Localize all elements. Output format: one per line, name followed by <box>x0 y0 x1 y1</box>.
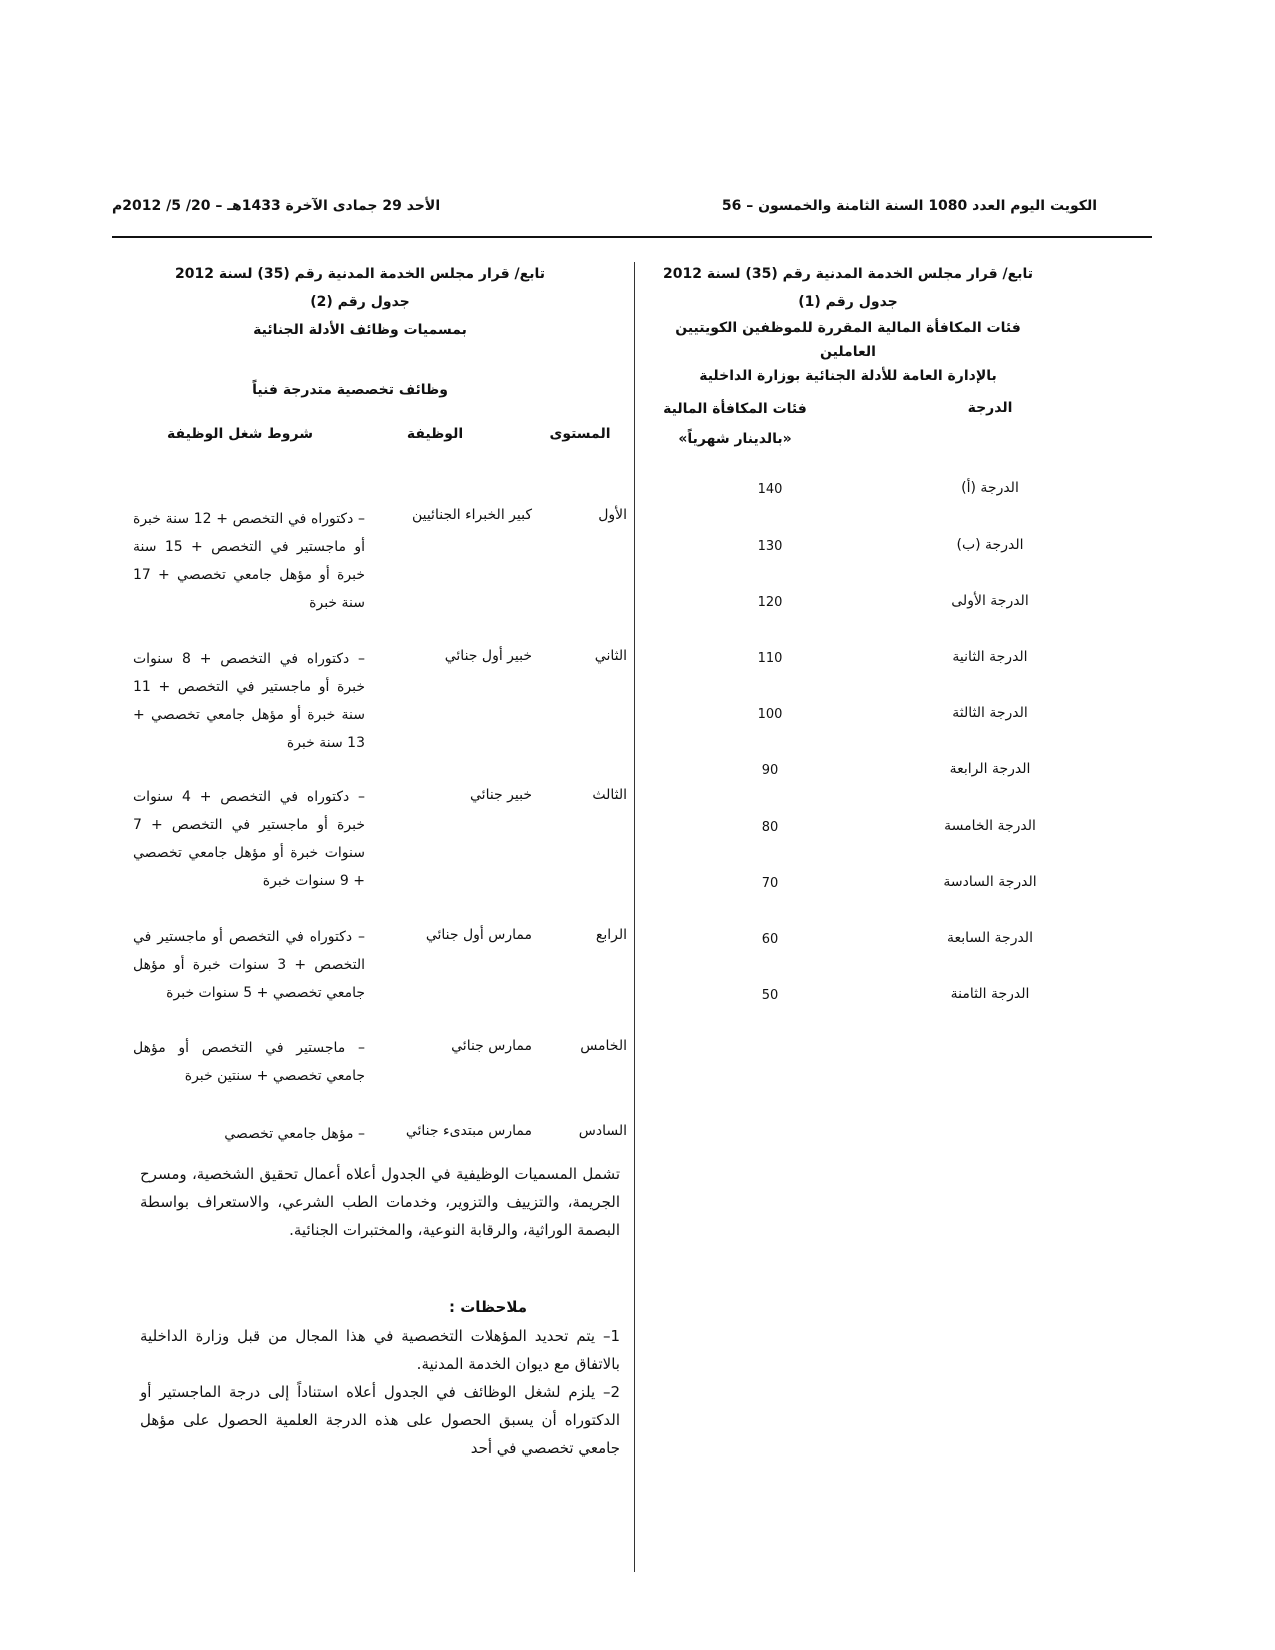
table1-title-line1: تابع/ قرار مجلس الخدمة المدنية رقم (35) لسنة 2012 <box>663 266 1033 282</box>
table2-level: الرابع <box>595 927 627 943</box>
table2-level: الخامس <box>580 1038 627 1054</box>
table2-col-level: المستوى <box>549 426 611 442</box>
table1-grade: الدرجة الثامنة <box>950 986 1030 1002</box>
table2-conditions: – دكتوراه في التخصص + 4 سنوات خبرة أو ماجستير في التخصص + 7 سنوات خبرة أو مؤهل جامعي تخصصي + 9 سنوات خبرة <box>133 789 365 889</box>
table1-grade: الدرجة الثانية <box>952 649 1028 665</box>
notes-heading: ملاحظات : <box>448 1298 527 1316</box>
table2-subtitle: وظائف تخصصية متدرجة فنياً <box>252 382 448 398</box>
table1-amount: 90 <box>761 763 779 778</box>
table1-amount: 60 <box>761 932 779 947</box>
table2-conditions: – مؤهل جامعي تخصصي <box>224 1126 365 1142</box>
table2-col-conditions: شروط شغل الوظيفة <box>167 426 313 442</box>
table2-level: الثاني <box>594 648 627 664</box>
table2-title-line2: جدول رقم (2) <box>310 294 410 310</box>
table1-grade: الدرجة الثالثة <box>952 705 1028 721</box>
table2-job: كبير الخبراء الجنائيين <box>411 507 532 523</box>
table2-conditions: – ماجستير في التخصص أو مؤهل جامعي تخصصي + سنتين خبرة <box>133 1040 365 1084</box>
column-divider <box>634 262 635 1572</box>
table1-grade: الدرجة (ب) <box>956 537 1024 553</box>
table2-level: السادس <box>578 1123 627 1139</box>
table2-job: ممارس أول جنائي <box>425 927 532 943</box>
table1-amount: 140 <box>757 482 783 497</box>
table2-title <box>140 260 580 344</box>
table2-col-job: الوظيفة <box>406 426 464 442</box>
table2-job: خبير جنائي <box>470 787 532 803</box>
table1-title-line2: جدول رقم (1) <box>798 294 898 310</box>
table1-amount: 110 <box>757 651 783 666</box>
note-1: 1– يتم تحديد المؤهلات التخصصية في هذا المجال من قبل وزارة الداخلية بالاتفاق مع ديوان الخدمة المدنية. <box>140 1327 620 1373</box>
table2-conditions: – دكتوراه في التخصص + 8 سنوات خبرة أو ماجستير في التخصص + 11 سنة خبرة أو مؤهل جامعي تخصصي + 13 سنة خبرة <box>133 651 365 751</box>
table1-grade: الدرجة السابعة <box>947 930 1033 946</box>
scope-paragraph: تشمل المسميات الوظيفية في الجدول أعلاه أعمال تحقيق الشخصية، ومسرح الجريمة، والتزييف والتزوير، وخدمات الطب الشرعي، والاستعراف بواسطة البصمة الوراثية، والرقابة النوعية، والمختبرات الجنائية. <box>140 1165 620 1239</box>
table1-title-line4: بالإدارة العامة للأدلة الجنائية بوزارة الداخلية <box>699 368 997 384</box>
note-2: 2– يلزم لشغل الوظائف في الجدول أعلاه استناداً إلى درجة الماجستير أو الدكتوراه أن يسبق الحصول على هذه الدرجة العلمية الحصول على مؤهل جامعي تخصصي في أحد <box>140 1383 620 1457</box>
table2-conditions: – دكتوراه في التخصص أو ماجستير في التخصص + 3 سنوات خبرة أو مؤهل جامعي تخصصي + 5 سنوات خبرة <box>133 929 365 1001</box>
table1-amount: 70 <box>761 876 779 891</box>
table2-title-line3: بمسميات وظائف الأدلة الجنائية <box>253 322 467 338</box>
table2-conditions: – دكتوراه في التخصص + 12 سنة خبرة أو ماجستير في التخصص + 15 سنة خبرة أو مؤهل جامعي تخصصي + 17 سنة خبرة <box>133 511 365 611</box>
table2-level: الأول <box>598 507 627 523</box>
table1-amount: 50 <box>761 988 779 1003</box>
table1-grade: الدرجة السادسة <box>943 874 1037 890</box>
table1-amount: 120 <box>757 595 783 610</box>
table1-grade: الدرجة الخامسة <box>944 818 1036 834</box>
table1-amount: 100 <box>757 707 783 722</box>
table1-col-amount-line2: «بالدينار شهرياً» <box>678 431 792 447</box>
table1-amount: 80 <box>761 820 779 835</box>
table1-grade: الدرجة الرابعة <box>949 761 1031 777</box>
table2-title-line1: تابع/ قرار مجلس الخدمة المدنية رقم (35) لسنة 2012 <box>175 266 545 282</box>
table2-job: خبير أول جنائي <box>444 648 532 664</box>
table1-grade: الدرجة (أ) <box>961 480 1019 496</box>
table2-job: ممارس جنائي <box>451 1038 532 1054</box>
table1-grade: الدرجة الأولى <box>951 593 1029 609</box>
running-header-right: الكويت اليوم العدد 1080 السنة الثامنة والخمسون – 56 <box>721 198 1097 214</box>
running-header-left: الأحد 29 جمادى الآخرة 1433هـ – 20/ 5/ 2012م <box>112 198 441 214</box>
table1-title <box>648 260 1048 388</box>
table1-title-line3: فئات المكافأة المالية المقررة للموظفين الكويتيين العاملين <box>675 320 1021 360</box>
table1-col-grade: الدرجة <box>967 400 1013 416</box>
table2-level: الثالث <box>592 787 627 803</box>
table2-job: ممارس مبتدىء جنائي <box>405 1123 532 1139</box>
table1-col-amount-line1: فئات المكافأة المالية <box>663 401 807 417</box>
table1-col-amount <box>660 394 810 454</box>
table1-amount: 130 <box>757 539 783 554</box>
header-rule <box>112 236 1152 238</box>
